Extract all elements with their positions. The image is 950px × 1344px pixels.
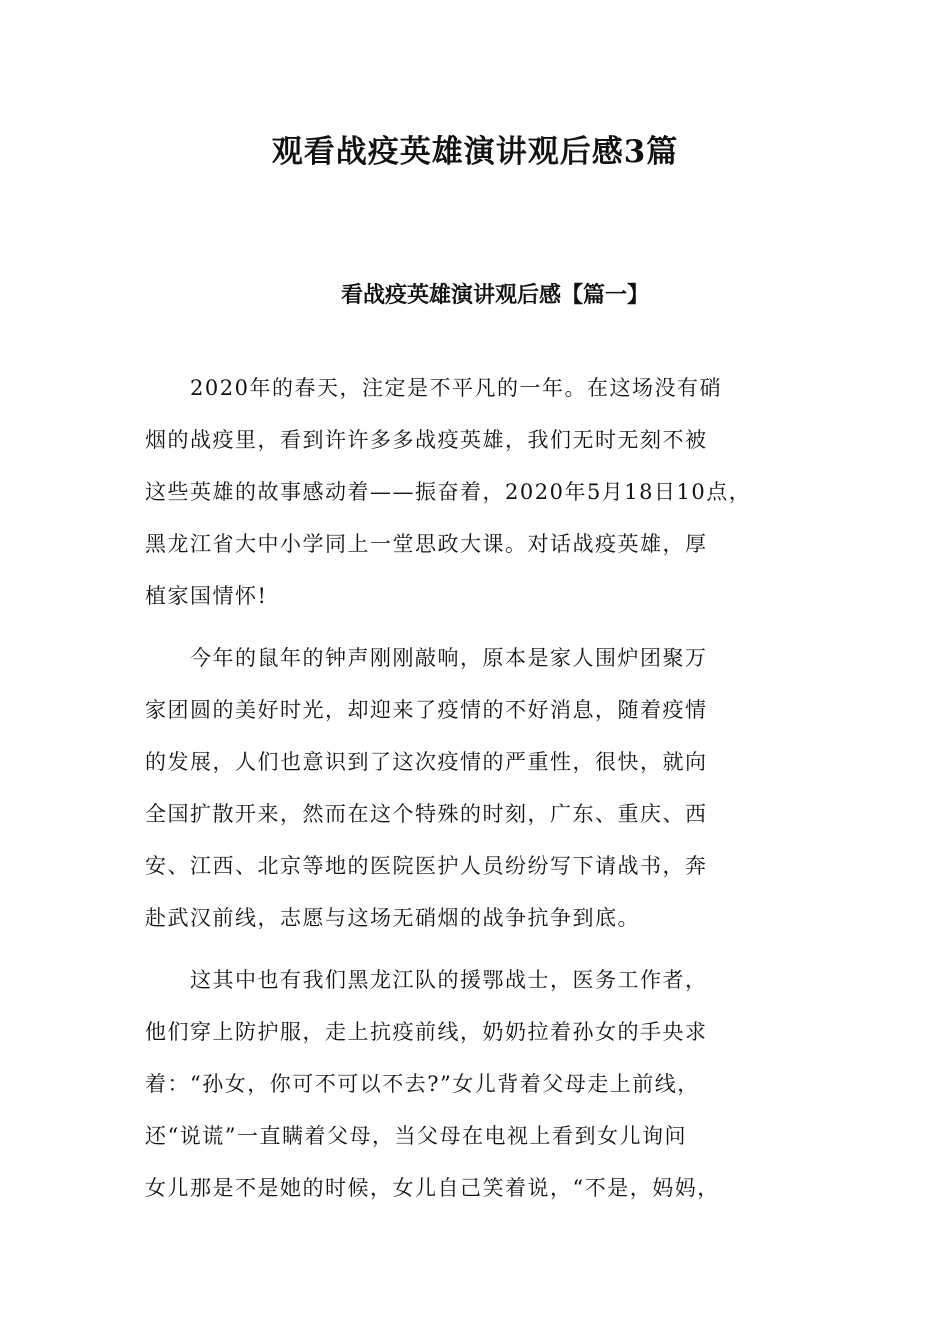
text-line: 安、江西、北京等地的医院医护人员纷纷写下请战书，奔 [145,854,708,878]
text-line: 的发展，人们也意识到了这次疫情的严重性，很快，就向 [145,750,708,774]
text-line: 着：“孙女，你可不可以不去?”女儿背着父母走上前线， [145,1072,700,1096]
text-line: 赴武汉前线，志愿与这场无硝烟的战争抗争到底。 [145,906,640,930]
paragraph-3 [145,954,835,1214]
section-title: 看战疫英雄演讲观后感【篇一】 [340,282,649,308]
text-line: 2020年的春天，注定是不平凡的一年。在这场没有硝 [145,376,722,400]
paragraph-gap [145,622,835,632]
text-line: 家团圆的美好时光，却迎来了疫情的不好消息，随着疫情 [145,698,708,722]
text-line: 黑龙江省大中小学同上一堂思政大课。对话战疫英雄，厚 [145,532,708,556]
text-line: 这其中也有我们黑龙江队的援鄂战士，医务工作者， [145,968,708,992]
text-line: 植家国情怀! [145,584,268,608]
paragraph-gap [145,944,835,954]
document-body [145,362,835,1214]
text-line: 他们穿上防护服，走上抗疫前线，奶奶拉着孙女的手央求 [145,1020,708,1044]
paragraph-2 [145,632,835,944]
text-line: 全国扩散开来，然而在这个特殊的时刻，广东、重庆、西 [145,802,708,826]
text-line: 女儿那是不是她的时候，女儿自己笑着说，“不是，妈妈， [145,1176,720,1200]
text-line: 烟的战疫里，看到许许多多战疫英雄，我们无时无刻不被 [145,428,708,452]
text-line: 这些英雄的故事感动着——振奋着，2020年5月18日10点， [145,480,752,504]
paragraph-1 [145,362,835,622]
document-title: 观看战疫英雄演讲观后感3篇 [271,134,679,170]
text-line: 还“说谎”一直瞒着父母，当父母在电视上看到女儿询问 [145,1124,687,1148]
text-line: 今年的鼠年的钟声刚刚敲响，原本是家人围炉团聚万 [145,646,708,670]
